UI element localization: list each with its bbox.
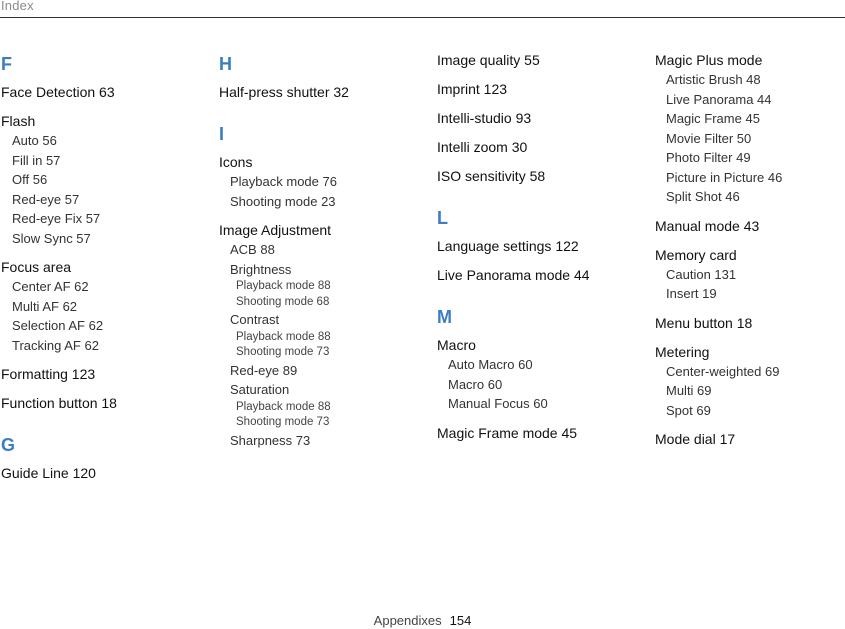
index-subentry[interactable]: Picture in Picture 46	[666, 169, 783, 185]
index-subsubentry[interactable]: Shooting mode 73	[236, 346, 330, 358]
index-entry	[219, 152, 429, 211]
index-entry-label[interactable]: Half-press shutter 32	[219, 84, 349, 100]
index-subentry[interactable]: Slow Sync 57	[12, 230, 91, 246]
index-letter-heading: I	[219, 124, 225, 144]
index-subentry[interactable]: ACB 88	[230, 242, 275, 257]
index-entry-label[interactable]: Guide Line 120	[1, 465, 96, 481]
index-letter-heading: G	[1, 435, 16, 455]
index-entry-label[interactable]: Mode dial 17	[655, 431, 736, 447]
index-entry-label[interactable]: Memory card	[655, 246, 737, 263]
index-entry	[1, 257, 211, 355]
index-column-3	[437, 50, 647, 452]
index-letter-heading: H	[219, 54, 232, 74]
index-subsubentry[interactable]: Shooting mode 73	[236, 416, 330, 428]
index-subsubentry[interactable]: Playback mode 88	[236, 280, 331, 292]
index-entry	[655, 313, 845, 333]
index-entry	[219, 220, 429, 450]
index-entry	[1, 82, 211, 102]
page-number: 154	[449, 613, 472, 628]
index-subentry[interactable]: Photo Filter 49	[666, 150, 751, 165]
index-entry-label[interactable]: Live Panorama mode 44	[437, 267, 590, 283]
index-entry-label[interactable]: Formatting 123	[1, 366, 96, 382]
index-entry	[437, 79, 647, 99]
index-subentry[interactable]: Auto Macro 60	[448, 357, 533, 372]
index-entry	[437, 50, 647, 70]
index-subentry[interactable]: Magic Frame 45	[666, 111, 760, 126]
index-entry	[437, 423, 647, 443]
index-subentry[interactable]: Saturation	[230, 382, 290, 397]
index-subsubentry[interactable]: Playback mode 88	[236, 400, 331, 413]
index-entry	[437, 108, 647, 128]
index-subentry[interactable]: Sharpness 73	[230, 432, 311, 448]
index-entry	[1, 111, 211, 248]
index-entry	[655, 50, 845, 207]
header-title: Index	[1, 0, 34, 13]
index-subentry[interactable]: Red-eye Fix 57	[12, 211, 101, 226]
index-subsubentry[interactable]: Shooting mode 68	[236, 295, 330, 308]
footer-section: Appendixes	[373, 613, 442, 628]
index-entry-label[interactable]: Language settings 122	[437, 238, 579, 254]
index-column-1	[1, 48, 211, 492]
index-entry	[655, 245, 845, 304]
index-entry-label[interactable]: ISO sensitivity 58	[437, 168, 546, 184]
index-subentry[interactable]: Center AF 62	[12, 279, 89, 294]
index-subentry[interactable]: Multi 69	[666, 383, 712, 398]
index-entry-label[interactable]: Face Detection 63	[1, 84, 115, 100]
index-entry	[655, 429, 845, 449]
index-entry	[1, 393, 211, 413]
index-entry-label[interactable]: Flash	[1, 113, 36, 129]
index-letter-heading: F	[1, 54, 12, 74]
index-entry-label[interactable]: Focus area	[1, 259, 72, 275]
index-entry-label[interactable]: Image Adjustment	[219, 222, 332, 238]
index-subsubentry[interactable]: Playback mode 88	[236, 330, 331, 343]
index-entry	[655, 342, 845, 421]
index-subentry[interactable]: Live Panorama 44	[666, 91, 772, 107]
index-subentry[interactable]: Red-eye 57	[12, 191, 80, 207]
index-entry-label[interactable]: Intelli zoom 30	[437, 139, 528, 155]
index-subentry[interactable]: Split Shot 46	[666, 189, 740, 204]
index-entry-label[interactable]: Macro	[437, 337, 476, 353]
index-entry-label[interactable]: Image quality 55	[437, 52, 540, 68]
index-subentry[interactable]: Tracking AF 62	[12, 337, 99, 353]
index-column-4	[655, 50, 845, 458]
index-subentry[interactable]: Artistic Brush 48	[666, 72, 761, 87]
index-subentry[interactable]: Selection AF 62	[12, 318, 104, 333]
index-entry	[1, 463, 211, 483]
index-entry-label[interactable]: Function button 18	[1, 395, 117, 411]
index-subentry[interactable]: Off 56	[12, 172, 48, 187]
index-entry	[437, 137, 647, 157]
index-subentry[interactable]: Multi AF 62	[12, 298, 78, 314]
index-entry	[437, 166, 647, 186]
index-entry	[437, 236, 647, 256]
index-entry	[437, 335, 647, 414]
index-subentry[interactable]: Contrast	[230, 312, 280, 327]
index-column-2	[219, 48, 429, 459]
index-entry	[437, 265, 647, 285]
index-subentry[interactable]: Auto 56	[12, 133, 57, 148]
index-subentry[interactable]: Red-eye 89	[230, 362, 298, 378]
index-subentry[interactable]: Brightness	[230, 261, 292, 277]
index-entry-label[interactable]: Imprint 123	[437, 81, 508, 97]
index-letter-heading: M	[437, 307, 452, 327]
index-subentry[interactable]: Manual Focus 60	[448, 396, 548, 411]
page-header	[0, 0, 845, 18]
index-entry-label[interactable]: Magic Frame mode 45	[437, 424, 578, 441]
index-subentry[interactable]: Caution 131	[666, 266, 737, 282]
index-subentry[interactable]: Spot 69	[666, 402, 711, 418]
index-entry-label[interactable]: Intelli-studio 93	[437, 110, 532, 126]
index-subentry[interactable]: Fill in 57	[12, 152, 61, 168]
index-entry-label[interactable]: Magic Plus mode	[655, 52, 763, 68]
index-entry-label[interactable]: Manual mode 43	[655, 217, 760, 234]
index-entry-label[interactable]: Metering	[655, 343, 710, 360]
index-entry	[219, 82, 429, 102]
index-entry	[1, 364, 211, 384]
index-entry-label[interactable]: Icons	[219, 154, 253, 170]
index-subentry[interactable]: Insert 19	[666, 286, 717, 301]
index-subentry[interactable]: Playback mode 76	[230, 174, 337, 189]
page-footer	[0, 613, 845, 628]
index-subentry[interactable]: Macro 60	[448, 376, 503, 392]
index-entry-label[interactable]: Menu button 18	[655, 314, 753, 331]
index-subentry[interactable]: Center-weighted 69	[666, 363, 780, 379]
index-entry	[655, 216, 845, 236]
index-subentry[interactable]: Shooting mode 23	[230, 193, 336, 209]
index-subentry[interactable]: Movie Filter 50	[666, 130, 752, 146]
index-letter-heading: L	[437, 208, 448, 228]
